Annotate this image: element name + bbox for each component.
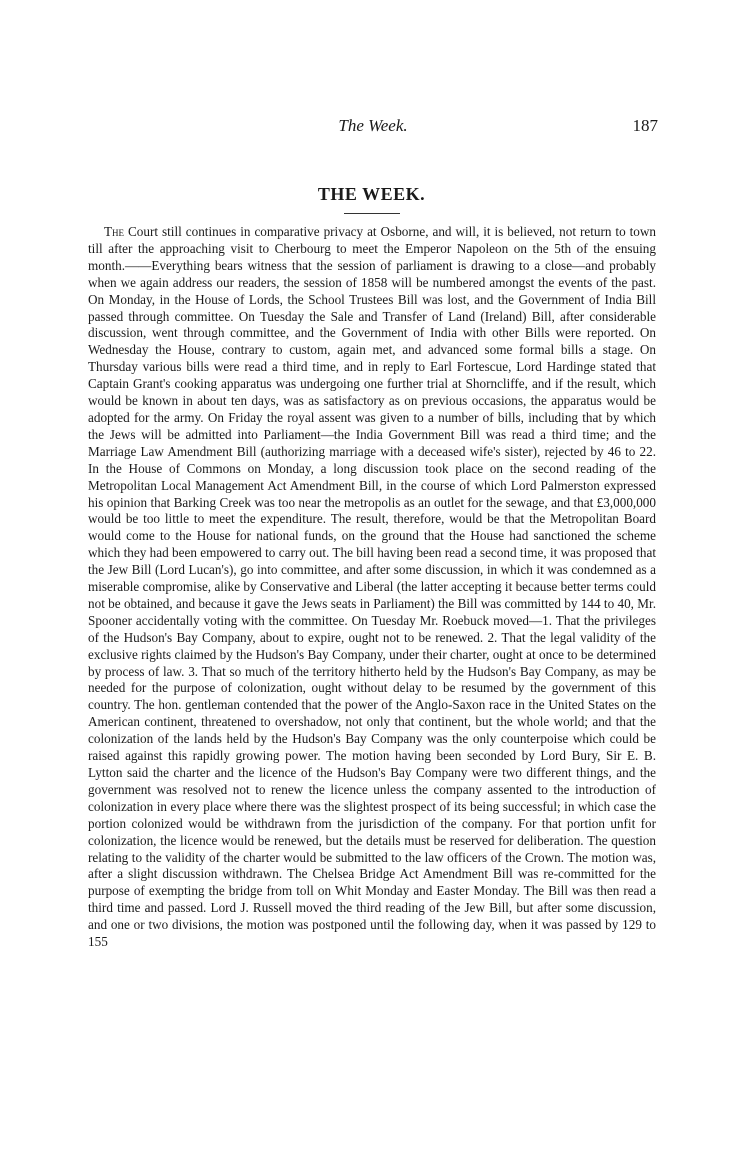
article-paragraph: [88, 224, 656, 951]
paragraph-text: Court still continues in comparative privacy at Osborne, and will, it is believed, not return to town till after the approaching visit to Cherbourg to meet the Emperor Napoleon on the 5th of the ensuing month.——Everything bears witness that the session of parliament is drawing to a close—and probably when we again address our readers, the session of 1858 will be numbered amongst the events of the past. On Monday, in the House of Lords, the School Trustees Bill was lost, and the Government of India Bill passed through committee. On Tuesday the Sale and Transfer of Land (Ireland) Bill, after considerable discussion, went through committee, and the Government of India with other Bills were reported. On Wednesday the House, contrary to custom, again met, and advanced some formal bills a stage. On Thursday various bills were read a third time, and in reply to Earl Fortescue, Lord Hardinge stated that Captain Grant's cooking apparatus was undergoing one further trial at Shorncliffe, and if the result, which would be known in about ten days, was as satisfactory as on previous occasions, the apparatus would be adopted for the army. On Friday the royal assent was given to a number of bills, including that by which the Jews will be admitted into Parliament—the India Government Bill was read a third time; and the Marriage Law Amendment Bill (authorizing marriage with a deceased wife's sister), rejected by 46 to 22. In the House of Commons on Monday, a long discussion took place on the second reading of the Metropolitan Local Management Act Amendment Bill, in the course of which Lord Palmerston expressed his opinion that Barking Creek was too near the metropolis as an outlet for the sewage, and that £3,000,000 would be too little to meet the expenditure. The result, therefore, would be that the Metropolitan Board would come to the House for national funds, on the ground that the House had sanctioned the scheme which they had been empowered to carry out. The bill having been read a second time, it was proposed that the Jew Bill (Lord Lucan's), go into committee, and after some discussion, in which it was condemned as a miserable compromise, alike by Conservative and Liberal (the latter accepting it because better terms could not be obtained, and because it gave the Jews seats in Parliament) the Bill was committed by 144 to 40, Mr. Spooner accidentally voting with the committee. On Tuesday Mr. Roebuck moved—1. That the privileges of the Hudson's Bay Company, about to expire, ought not to be renewed. 2. That the legal validity of the exclusive rights claimed by the Hudson's Bay Company, under their charter, ought at once to be determined by process of law. 3. That so much of the territory hitherto held by the Hudson's Bay Company, as may be needed for the purpose of colonization, ought without delay to be resumed by the government of this country. The hon. gentleman contended that the power of the Anglo-Saxon race in the United States on the American continent, threatened to overshadow, not only that continent, but the whole world; and that the colonization of the lands held by the Hudson's Bay Company was the only counterpoise which could be raised against this rapidly growing power. The motion having been seconded by Lord Bury, Sir E. B. Lytton said the charter and the licence of the Hudson's Bay Company were two different things, and the government was resolved not to renew the licence unless the company assented to the introduction of colonization in every place where there was the slightest prospect of its being successful; in which case the portion colonized would be withdrawn from the jurisdiction of the company. For that portion unfit for colonization, the licence would be renewed, but the details must be reserved for deliberation. The question relating to the validity of the charter would be submitted to the law officers of the Crown. The motion was, after a slight discussion withdrawn. The Chelsea Bridge Act Amendment Bill was re-committed for the purpose of exempting the bridge from toll on Whit Monday and Easter Monday. The Bill was then read a third time and passed. Lord J. Russell moved the third reading of the Jew Bill, but after some discussion, and one or two divisions, the motion was postponed until the following day, when it was passed by 129 to 155: [88, 224, 656, 950]
lead-word: The: [104, 224, 125, 239]
running-header: [88, 116, 658, 138]
running-title: The Week.: [338, 116, 408, 135]
title-rule: [344, 213, 400, 214]
article-body: [88, 224, 656, 951]
section-title: THE WEEK.: [317, 184, 426, 204]
page-number: 187: [632, 116, 658, 135]
